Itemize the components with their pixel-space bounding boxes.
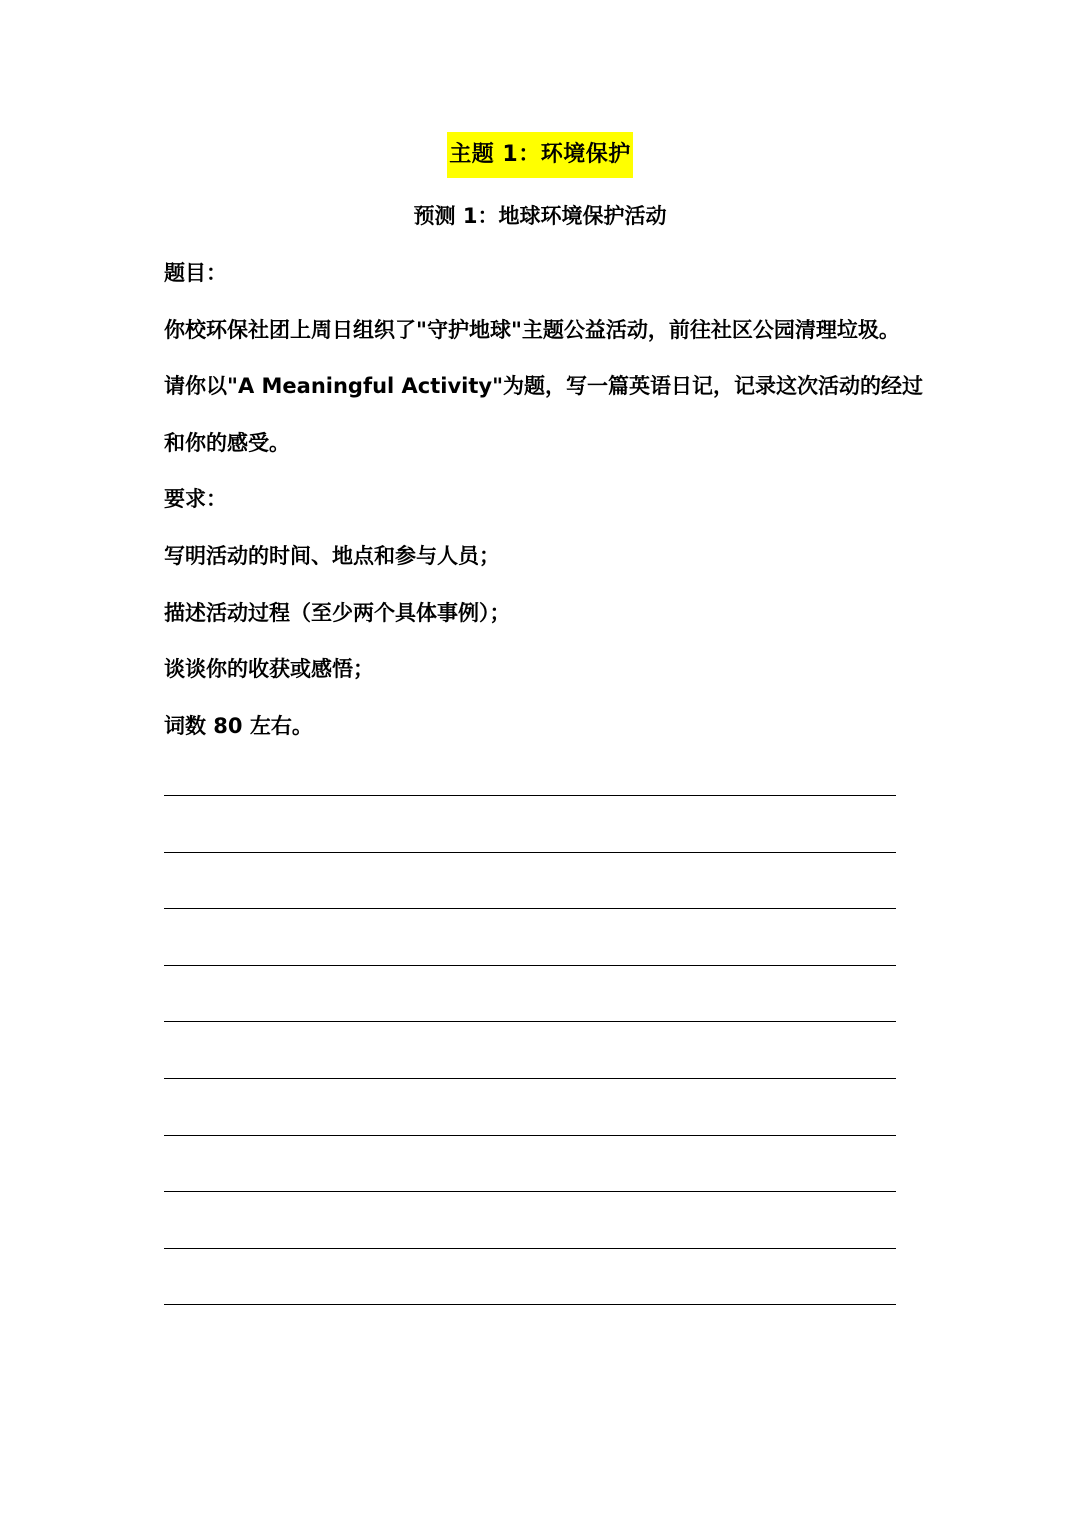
requirement-item: 谈谈你的收获或感悟； bbox=[164, 657, 374, 681]
prompt-line: 和你的感受。 bbox=[164, 431, 290, 455]
requirements-label: 要求： bbox=[164, 487, 227, 511]
answer-writing-line[interactable] bbox=[164, 965, 896, 966]
answer-writing-line[interactable] bbox=[164, 852, 896, 853]
answer-writing-line[interactable] bbox=[164, 1248, 896, 1249]
answer-writing-line[interactable] bbox=[164, 1021, 896, 1022]
prediction-subtitle: 预测 1：地球环境保护活动 bbox=[413, 204, 667, 228]
answer-writing-line[interactable] bbox=[164, 1078, 896, 1079]
topic-title-wrap bbox=[0, 132, 1080, 178]
answer-writing-line[interactable] bbox=[164, 1191, 896, 1192]
answer-writing-line[interactable] bbox=[164, 1304, 896, 1305]
topic-title: 主题 1：环境保护 bbox=[447, 132, 632, 178]
requirement-item: 写明活动的时间、地点和参与人员； bbox=[164, 544, 500, 568]
answer-writing-line[interactable] bbox=[164, 908, 896, 909]
prompt-line: 请你以"A Meaningful Activity"为题，写一篇英语日记，记录这次活动的经过 bbox=[164, 374, 924, 398]
prompt-label: 题目： bbox=[164, 261, 227, 285]
prompt-line: 你校环保社团上周日组织了"守护地球"主题公益活动，前往社区公园清理垃圾。 bbox=[164, 318, 900, 342]
requirement-item: 词数 80 左右。 bbox=[164, 714, 313, 738]
answer-writing-line[interactable] bbox=[164, 795, 896, 796]
answer-writing-line[interactable] bbox=[164, 1135, 896, 1136]
requirement-item: 描述活动过程（至少两个具体事例）； bbox=[164, 601, 511, 625]
